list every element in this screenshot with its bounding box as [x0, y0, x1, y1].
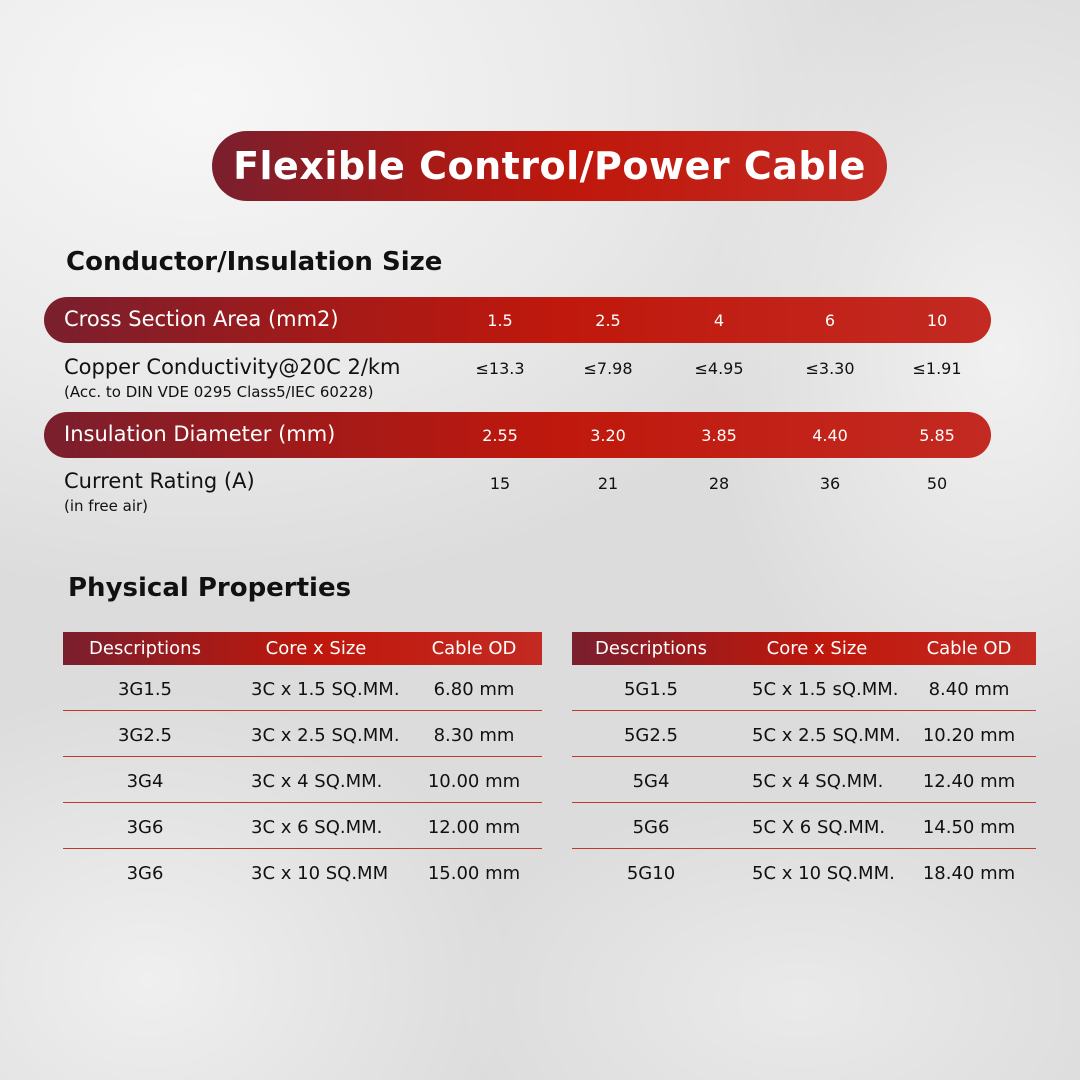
table-cell: 5C x 1.5 sQ.MM. [752, 679, 899, 700]
table-cell: 10.20 mm [922, 725, 1016, 746]
column-header: Cable OD [431, 638, 517, 659]
row-sublabel: (Acc. to DIN VDE 0295 Class5/IEC 60228) [64, 383, 374, 401]
table-cell: 3C x 10 SQ.MM [251, 863, 389, 884]
spec-row-conductivity [44, 355, 991, 405]
table-row [63, 665, 542, 711]
value: 4.40 [812, 426, 848, 445]
table-cell: 3C x 1.5 SQ.MM. [251, 679, 400, 700]
table-row [63, 803, 542, 849]
value: ≤3.30 [805, 359, 855, 378]
physical-table-5core [572, 632, 1036, 895]
table-cell: 5G1.5 [623, 679, 679, 700]
table-cell: 10.00 mm [427, 771, 521, 792]
column-header: Descriptions [595, 638, 707, 659]
value: 6 [824, 311, 836, 330]
table-cell: 5C x 2.5 SQ.MM. [752, 725, 901, 746]
column-header: Core x Size [766, 638, 868, 659]
row-label: Copper Conductivity@20C 2/km [64, 355, 401, 379]
row-label: Cross Section Area (mm2) [64, 307, 339, 331]
column-header: Core x Size [265, 638, 367, 659]
value: 2.55 [482, 426, 518, 445]
row-label: Current Rating (A) [64, 469, 255, 493]
table-cell: 15.00 mm [427, 863, 521, 884]
column-header: Cable OD [926, 638, 1012, 659]
table-cell: 12.40 mm [922, 771, 1016, 792]
row-sublabel: (in free air) [64, 497, 149, 515]
value: 2.5 [595, 311, 621, 330]
value: 4 [713, 311, 725, 330]
table-cell: 3G1.5 [117, 679, 173, 700]
table-row [572, 757, 1036, 803]
table-row [572, 711, 1036, 757]
table-cell: 3G4 [126, 771, 164, 792]
value: ≤4.95 [694, 359, 744, 378]
table-cell: 8.40 mm [928, 679, 1010, 700]
table-cell: 5C X 6 SQ.MM. [752, 817, 886, 838]
value: 5.85 [919, 426, 955, 445]
value: 36 [819, 474, 841, 493]
table-header [572, 632, 1036, 665]
table-row [63, 757, 542, 803]
value: 15 [489, 474, 511, 493]
physical-heading: Physical Properties [68, 573, 352, 603]
value: 3.20 [590, 426, 626, 445]
column-header: Descriptions [89, 638, 201, 659]
table-cell: 5G4 [632, 771, 670, 792]
table-cell: 18.40 mm [922, 863, 1016, 884]
value: ≤7.98 [583, 359, 633, 378]
table-cell: 5G10 [626, 863, 676, 884]
table-cell: 3C x 2.5 SQ.MM. [251, 725, 400, 746]
physical-table-3core [63, 632, 542, 895]
conductor-heading: Conductor/Insulation Size [66, 247, 443, 277]
value: 1.5 [487, 311, 513, 330]
spec-row-insulation [44, 412, 991, 458]
table-cell: 8.30 mm [433, 725, 515, 746]
table-cell: 6.80 mm [433, 679, 515, 700]
table-cell: 14.50 mm [922, 817, 1016, 838]
table-cell: 5G2.5 [623, 725, 679, 746]
table-row [572, 665, 1036, 711]
page-title: Flexible Control/Power Cable [212, 131, 887, 201]
table-cell: 5C x 4 SQ.MM. [752, 771, 884, 792]
table-row [63, 849, 542, 895]
row-label: Insulation Diameter (mm) [64, 422, 336, 446]
table-cell: 3G6 [126, 863, 164, 884]
value: 3.85 [701, 426, 737, 445]
table-header [63, 632, 542, 665]
table-row [572, 849, 1036, 895]
table-cell: 3G6 [126, 817, 164, 838]
table-cell: 3C x 4 SQ.MM. [251, 771, 383, 792]
table-cell: 3C x 6 SQ.MM. [251, 817, 383, 838]
table-cell: 3G2.5 [117, 725, 173, 746]
value: ≤13.3 [475, 359, 525, 378]
table-cell: 5G6 [632, 817, 670, 838]
spec-row-current [44, 469, 991, 519]
value: 28 [708, 474, 730, 493]
table-row [63, 711, 542, 757]
value: 50 [926, 474, 948, 493]
table-row [572, 803, 1036, 849]
value: ≤1.91 [912, 359, 962, 378]
table-cell: 12.00 mm [427, 817, 521, 838]
table-cell: 5C x 10 SQ.MM. [752, 863, 895, 884]
value: 21 [597, 474, 619, 493]
value: 10 [926, 311, 948, 330]
spec-row-cross-section [44, 297, 991, 343]
